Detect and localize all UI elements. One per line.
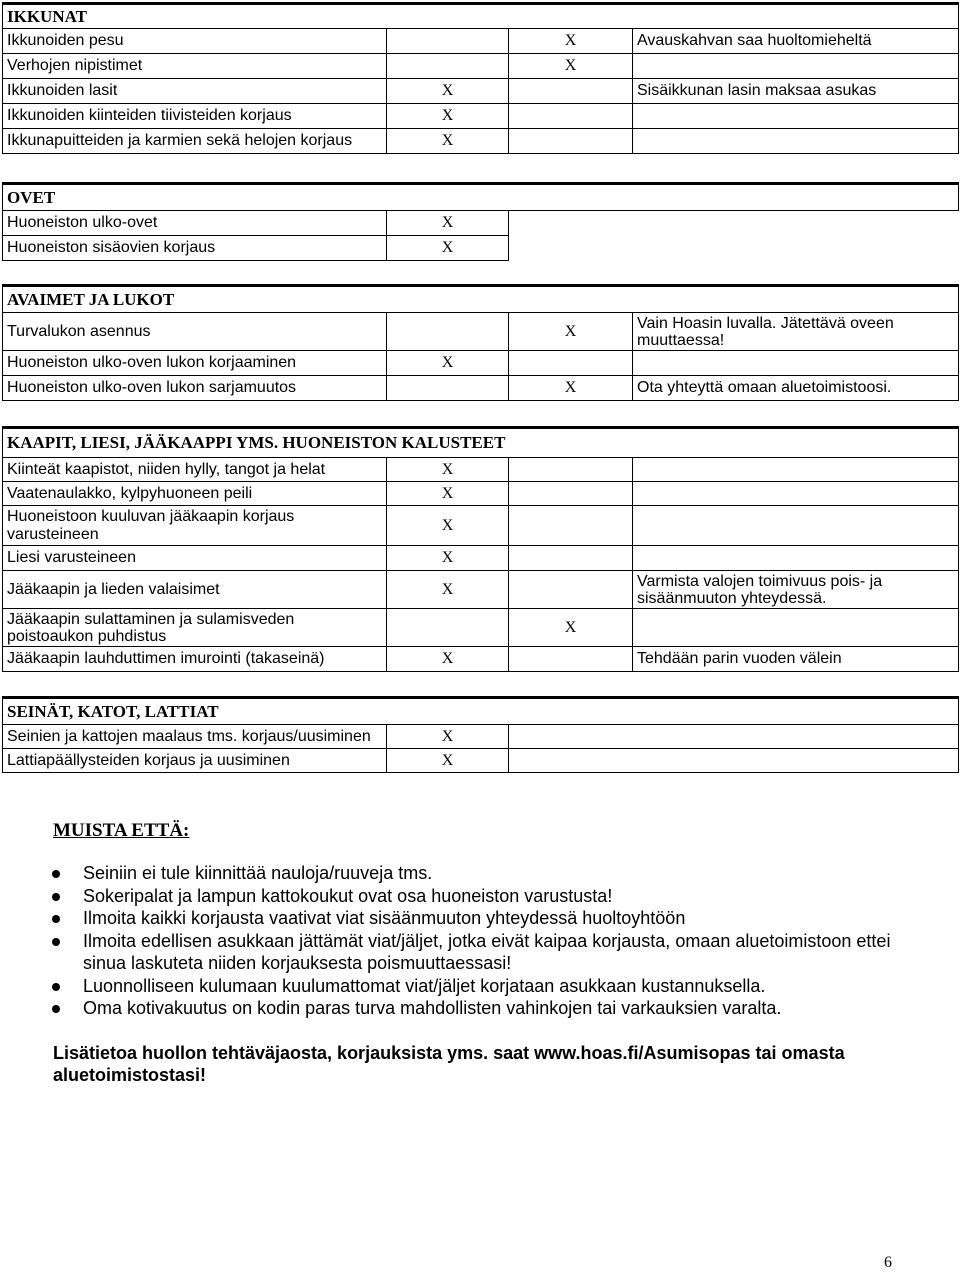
table-row: [3, 129, 959, 154]
more-info-note: Lisätietoa huollon tehtäväjaosta, korjauksista yms. saat www.hoas.fi/Asumisopas tai omasta aluetoimistostasi!: [53, 1043, 845, 1085]
table-row: [3, 211, 959, 236]
row-label: Jääkaapin sulattaminen ja sulamisveden poistoaukon puhdistus: [3, 609, 387, 647]
responsibility-mark: [509, 506, 633, 546]
responsibility-mark: X: [387, 351, 509, 376]
table-row: [3, 482, 959, 506]
responsibility-mark: [509, 104, 633, 129]
table-row: [3, 506, 959, 546]
responsibility-mark: [509, 546, 633, 571]
row-label: Ikkunoiden kiinteiden tiivisteiden korjaus: [3, 104, 387, 129]
row-note: Vain Hoasin luvalla. Jätettävä oveen muuttaessa!: [633, 313, 959, 351]
avaimet-table: [2, 284, 959, 401]
responsibility-mark: X: [387, 506, 509, 546]
row-note: Ota yhteyttä omaan aluetoimistoosi.: [633, 376, 959, 401]
responsibility-mark: [509, 351, 633, 376]
list-item: Oma kotivakuutus on kodin paras turva mahdollisten vahinkojen tai varkauksien varalta.: [83, 997, 903, 1020]
kaapit-table: [2, 426, 959, 672]
responsibility-mark: [387, 29, 509, 54]
row-label: Huoneiston sisäovien korjaus: [3, 236, 387, 261]
responsibility-mark: X: [509, 376, 633, 401]
list-item: Ilmoita edellisen asukkaan jättämät viat/jäljet, jotka eivät kaipaa korjausta, omaan aluetoimistoon ettei sinua laskuteta niiden korjauksesta poismuuttaessasi!: [83, 930, 903, 975]
responsibility-mark: X: [387, 546, 509, 571]
row-label: Jääkaapin ja lieden valaisimet: [3, 571, 387, 609]
row-note: Avauskahvan saa huoltomieheltä: [633, 29, 959, 54]
list-item: Luonnolliseen kulumaan kuulumattomat viat/jäljet korjataan asukkaan kustannuksella.: [83, 975, 903, 998]
table-row: [3, 79, 959, 104]
table-row: [3, 749, 959, 773]
row-note: Tehdään parin vuoden välein: [633, 647, 959, 672]
section-title: SEINÄT, KATOT, LATTIAT: [3, 698, 959, 725]
table-row: [3, 609, 959, 647]
responsibility-mark: [509, 79, 633, 104]
section-title: AVAIMET JA LUKOT: [3, 286, 959, 313]
ovet-table: [2, 182, 959, 261]
row-note: Varmista valojen toimivuus pois- ja sisäänmuuton yhteydessä.: [633, 571, 959, 609]
section-title: OVET: [3, 184, 959, 211]
row-label: Turvalukon asennus: [3, 313, 387, 351]
row-label: Huoneistoon kuuluvan jääkaapin korjaus varusteineen: [3, 506, 387, 546]
responsibility-mark: X: [387, 236, 509, 261]
list-item: Seiniin ei tule kiinnittää nauloja/ruuveja tms.: [83, 862, 903, 885]
responsibility-mark: [509, 647, 633, 672]
responsibility-mark: [387, 376, 509, 401]
reminder-list: [83, 862, 903, 1020]
row-label: Jääkaapin lauhduttimen imurointi (takaseinä): [3, 647, 387, 672]
table-row: [3, 647, 959, 672]
row-note: [633, 54, 959, 79]
responsibility-mark: [509, 482, 633, 506]
responsibility-mark: X: [509, 313, 633, 351]
responsibility-mark: [509, 129, 633, 154]
row-note: [633, 546, 959, 571]
responsibility-mark: [387, 609, 509, 647]
list-item: Ilmoita kaikki korjausta vaativat viat sisäänmuuton yhteydessä huoltoyhtöön: [83, 907, 903, 930]
row-label: Ikkunoiden lasit: [3, 79, 387, 104]
page-number: 6: [884, 1254, 892, 1271]
table-row: [3, 571, 959, 609]
table-row: [3, 546, 959, 571]
row-label: Ikkunoiden pesu: [3, 29, 387, 54]
reminder-heading: MUISTA ETTÄ:: [53, 820, 190, 841]
responsibility-mark: [387, 313, 509, 351]
table-row: [3, 725, 959, 749]
responsibility-mark: [509, 458, 633, 482]
list-item: Sokeripalat ja lampun kattokoukut ovat osa huoneiston varustusta!: [83, 885, 903, 908]
table-row: [3, 236, 959, 261]
responsibility-mark: X: [387, 647, 509, 672]
table-row: [3, 458, 959, 482]
responsibility-mark: X: [387, 725, 509, 749]
table-row: [3, 29, 959, 54]
row-label: Huoneiston ulko-oven lukon sarjamuutos: [3, 376, 387, 401]
responsibility-mark: X: [387, 749, 509, 773]
row-label: Huoneiston ulko-oven lukon korjaaminen: [3, 351, 387, 376]
row-label: Lattiapäällysteiden korjaus ja uusiminen: [3, 749, 387, 773]
row-note: [633, 506, 959, 546]
row-note: [633, 458, 959, 482]
table-row: [3, 351, 959, 376]
responsibility-mark: [509, 571, 633, 609]
ikkunat-table: [2, 2, 959, 154]
row-label: Ikkunapuitteiden ja karmien sekä helojen korjaus: [3, 129, 387, 154]
row-label: Seinien ja kattojen maalaus tms. korjaus/uusiminen: [3, 725, 387, 749]
row-note: [633, 482, 959, 506]
row-label: Huoneiston ulko-ovet: [3, 211, 387, 236]
responsibility-mark: X: [387, 79, 509, 104]
responsibility-mark: X: [509, 54, 633, 79]
row-note: [633, 104, 959, 129]
row-note: [633, 609, 959, 647]
section-title: IKKUNAT: [3, 4, 959, 29]
responsibility-mark: X: [387, 129, 509, 154]
responsibility-mark: X: [509, 29, 633, 54]
responsibility-mark: X: [509, 609, 633, 647]
row-note: [633, 351, 959, 376]
table-row: [3, 104, 959, 129]
responsibility-mark: X: [387, 211, 509, 236]
row-note: Sisäikkunan lasin maksaa asukas: [633, 79, 959, 104]
table-row: [3, 313, 959, 351]
row-label: Verhojen nipistimet: [3, 54, 387, 79]
responsibility-mark: X: [387, 104, 509, 129]
responsibility-mark: X: [387, 571, 509, 609]
responsibility-mark: [387, 54, 509, 79]
table-row: [3, 376, 959, 401]
row-label: Vaatenaulakko, kylpyhuoneen peili: [3, 482, 387, 506]
row-label: Kiinteät kaapistot, niiden hylly, tangot ja helat: [3, 458, 387, 482]
section-title: KAAPIT, LIESI, JÄÄKAAPPI YMS. HUONEISTON KALUSTEET: [3, 428, 959, 458]
table-row: [3, 54, 959, 79]
row-note: [633, 129, 959, 154]
row-label: Liesi varusteineen: [3, 546, 387, 571]
responsibility-mark: X: [387, 482, 509, 506]
responsibility-mark: X: [387, 458, 509, 482]
seinat-table: [2, 696, 959, 773]
